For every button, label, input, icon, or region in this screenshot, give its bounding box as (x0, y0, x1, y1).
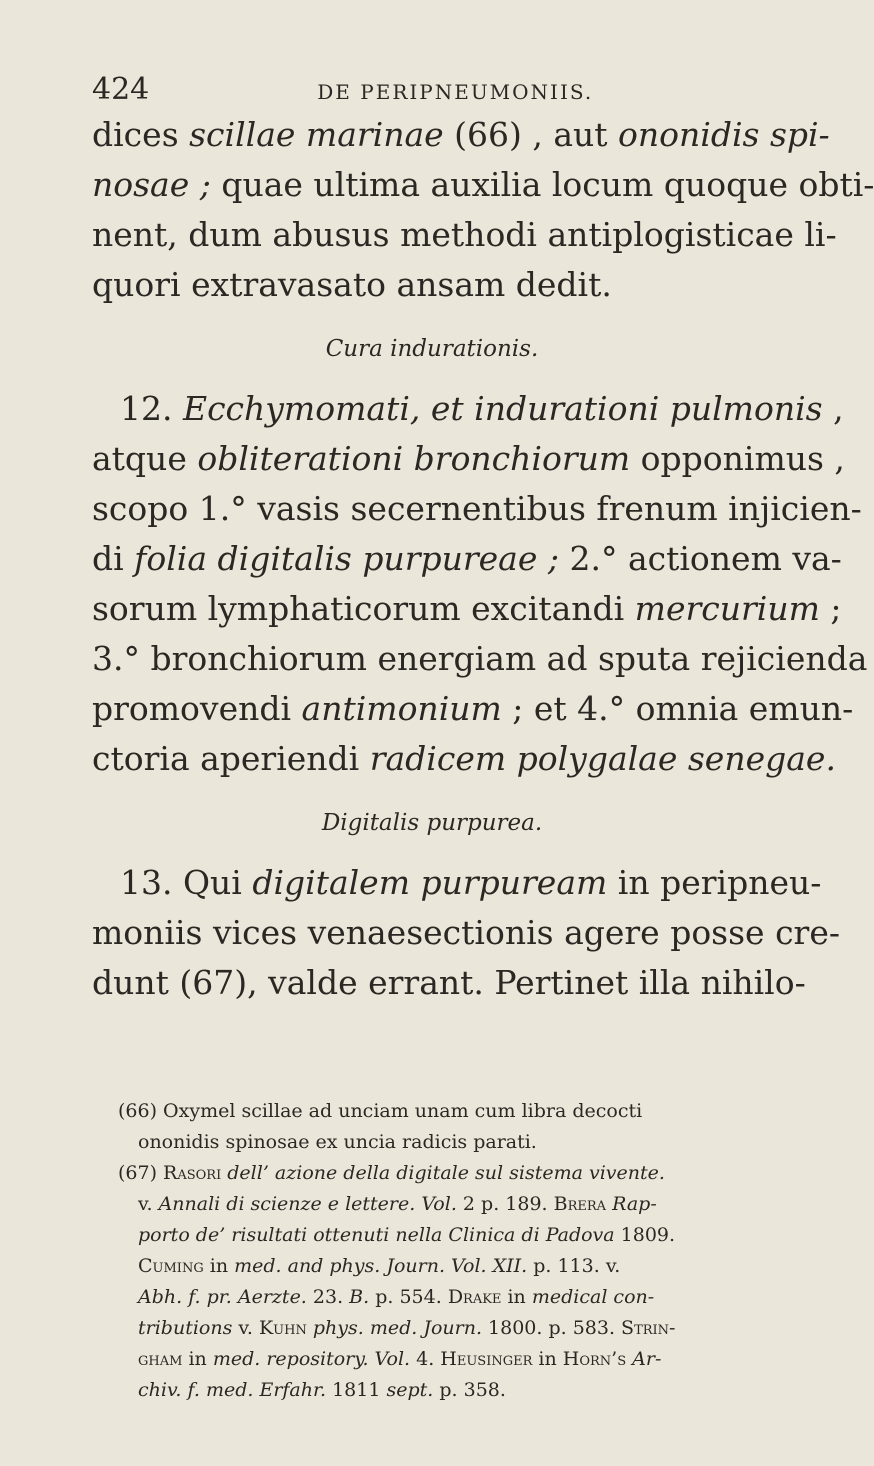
running-head (92, 72, 593, 107)
text-run: quori extravasato ansam dedit. (92, 265, 612, 304)
text-run: opponimus , (630, 439, 845, 478)
text-run: 12. (120, 389, 183, 428)
text-line (92, 434, 845, 484)
text-run: p. 554. (369, 1286, 448, 1308)
text-line (92, 684, 854, 734)
text-run: promovendi (92, 689, 302, 728)
text-run: ctoria aperiendi (92, 739, 370, 778)
text-run: 1800. p. 583. (481, 1317, 622, 1339)
text-run: ; et 4.° omnia emun- (501, 689, 854, 728)
text-run: (66) Oxymel scillae ad unciam unam cum libra decocti (118, 1100, 643, 1122)
text-line (92, 584, 842, 634)
author-name: Drake (447, 1286, 502, 1308)
text-run: v. (138, 1193, 159, 1215)
text-run: in (532, 1348, 563, 1370)
text-line (92, 858, 822, 908)
italic-text: phys. med. Journ. (306, 1317, 482, 1339)
text-line (92, 734, 836, 784)
text-run: 2 p. 189. (456, 1193, 554, 1215)
footnote-line (118, 1375, 778, 1406)
italic-text: ononidis spi- (618, 115, 830, 154)
italic-text: Digitalis purpurea. (321, 810, 543, 836)
italic-text: obliterationi bronchiorum (197, 439, 631, 478)
text-run: p. 358. (433, 1379, 506, 1401)
text-run: dunt (67), valde errant. Pertinet illa nihilo- (92, 963, 806, 1002)
text-run: nent, dum abusus methodi antiplogisticae li- (92, 215, 837, 254)
author-name: gham (138, 1348, 183, 1370)
text-run: in peripneu- (607, 863, 822, 902)
italic-text: sept. (386, 1379, 434, 1401)
text-line (92, 634, 868, 684)
text-run: in (203, 1255, 235, 1277)
italic-text: antimonium (301, 689, 502, 728)
text-line (92, 210, 837, 260)
text-run: sorum lymphaticorum excitandi (92, 589, 635, 628)
text-run: moniis vices venaesectionis agere posse cre- (92, 913, 841, 952)
footnote-line (118, 1127, 778, 1158)
text-run: di (92, 539, 135, 578)
italic-text: radicem polygalae senegae. (369, 739, 836, 778)
italic-text: Annali di scienze e lettere. Vol. (158, 1193, 457, 1215)
footnote-line (118, 1158, 778, 1189)
italic-text: Rap- (606, 1193, 657, 1215)
author-name: Horn’s (562, 1348, 627, 1370)
italic-text: B. (349, 1286, 370, 1308)
italic-text: Ar- (626, 1348, 662, 1370)
text-line (92, 110, 830, 160)
italic-text: digitalem purpuream (252, 863, 608, 902)
text-line (92, 384, 844, 434)
text-run: quae ultima auxilia locum quoque obti- (210, 165, 874, 204)
text-run: 13. Qui (120, 863, 253, 902)
footnote-line (118, 1251, 778, 1282)
section-heading (92, 798, 772, 848)
running-title: DE PERIPNEUMONIIS. (317, 80, 594, 104)
italic-text: scillae marinae (189, 115, 444, 154)
italic-text: Cura indurationis. (325, 336, 539, 362)
italic-text: mercurium (634, 589, 820, 628)
footnote-line (118, 1282, 778, 1313)
italic-text: nosae ; (92, 165, 211, 204)
text-run: 23. (306, 1286, 350, 1308)
italic-text: tributions (138, 1317, 233, 1339)
text-line (92, 908, 841, 958)
text-run: 3.° bronchiorum energiam ad sputa rejicienda (92, 639, 868, 678)
footnotes (118, 1096, 778, 1406)
text-line (92, 534, 842, 584)
author-name: Brera (553, 1193, 607, 1215)
footnote-line (118, 1344, 778, 1375)
footnote-line (118, 1313, 778, 1344)
text-line (92, 160, 874, 210)
italic-text: porto de’ risultati ottenuti nella Clinica di Padova (138, 1224, 615, 1246)
author-name: Kuhn (258, 1317, 307, 1339)
italic-text: Abh. f. pr. Aerzte. (138, 1286, 307, 1308)
text-run: (67) (118, 1162, 164, 1184)
main-text (92, 110, 874, 1008)
page-number: 424 (92, 72, 150, 107)
author-name: Cuming (138, 1255, 204, 1277)
footnote-line (118, 1096, 778, 1127)
text-run: v. (232, 1317, 259, 1339)
text-run: , (822, 389, 844, 428)
italic-text: med. and phys. Journ. Vol. XII. (234, 1255, 528, 1277)
text-run: in (182, 1348, 213, 1370)
italic-text: dell’ azione della digitale sul sistema vivente. (221, 1162, 665, 1184)
italic-text: med. repository. Vol. (212, 1348, 411, 1370)
text-run: ononidis spinosae ex uncia radicis parati. (138, 1131, 537, 1153)
text-run: atque (92, 439, 198, 478)
text-run: scopo 1.° vasis secernentibus frenum injicien- (92, 489, 862, 528)
text-run: in (501, 1286, 532, 1308)
text-run: 4. (410, 1348, 441, 1370)
text-run: 2.° actionem va- (559, 539, 842, 578)
author-name: Rasori (163, 1162, 222, 1184)
footnote-line (118, 1220, 778, 1251)
text-run: 1809. (614, 1224, 676, 1246)
text-run: 1811 (326, 1379, 387, 1401)
footnote-line (118, 1189, 778, 1220)
text-run: p. 113. v. (527, 1255, 621, 1277)
text-line (92, 958, 806, 1008)
text-line (92, 484, 862, 534)
section-heading (92, 324, 772, 374)
text-line (92, 260, 772, 310)
italic-text: medical con- (531, 1286, 655, 1308)
author-name: Strin- (621, 1317, 676, 1339)
italic-text: folia digitalis purpureae ; (134, 539, 559, 578)
text-run: (66) , aut (443, 115, 619, 154)
italic-text: Ecchymomati, et indurationi pulmonis (182, 389, 823, 428)
italic-text: chiv. f. med. Erfahr. (138, 1379, 327, 1401)
author-name: Heusinger (440, 1348, 533, 1370)
text-run: ; (819, 589, 842, 628)
text-run: dices (92, 115, 190, 154)
